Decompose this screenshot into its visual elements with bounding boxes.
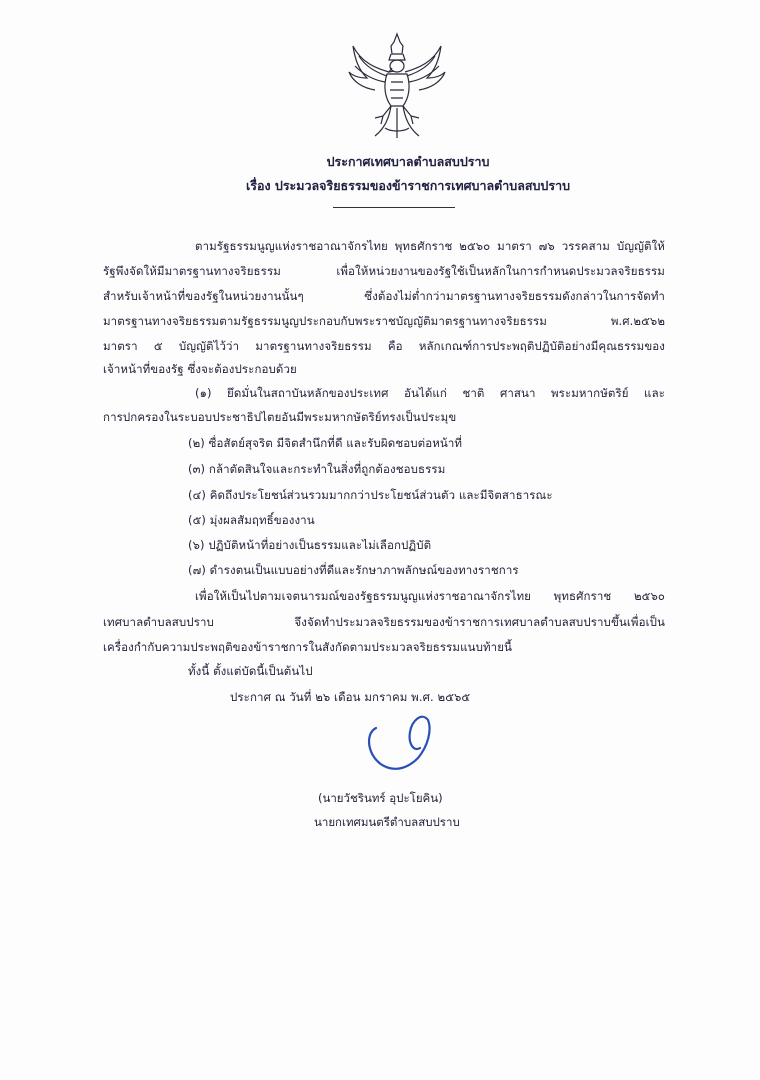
garuda-emblem-icon xyxy=(345,32,449,140)
effective-clause: ทั้งนี้ ตั้งแต่บัดนี้เป็นต้นไป xyxy=(188,664,313,678)
para1-line: สำหรับเจ้าหน้าที่ของรัฐในหน่วยงานนั้นๆ ซึ่งต้องไม่ต่ำกว่ามาตรฐานทางจริยธรรมดังกล่าวในการจัดทำ xyxy=(103,289,665,303)
list-item: (๗) ดำรงตนเป็นแบบอย่างที่ดีและรักษาภาพลักษณ์ของทางราชการ xyxy=(188,563,519,577)
announcement-title: ประกาศเทศบาลตำบลสบปราบ xyxy=(326,154,490,169)
announcement-subject: เรื่อง ประมวลจริยธรรมของข้าราชการเทศบาลตำบลสบปราบ xyxy=(245,178,571,193)
list-item: (๒) ซื่อสัตย์สุจริต มีจิตสำนึกที่ดี และรับผิดชอบต่อหน้าที่ xyxy=(188,436,463,450)
list-item: (๔) คิดถึงประโยชน์ส่วนรวมมากกว่าประโยชน์ส่วนตัว และมีจิตสาธารณะ xyxy=(188,488,553,502)
signatory-name: (นายวัชรินทร์ อุปะโยคิน) xyxy=(318,791,443,805)
para1-line: มาตรา ๕ บัญญัติไว้ว่า มาตรฐานทางจริยธรรม คือ หลักเกณฑ์การประพฤติปฏิบัติอย่างมีคุณธรรมของ xyxy=(103,339,665,353)
handwritten-signature xyxy=(362,708,442,778)
para2-line: เครื่องกำกับความประพฤติของข้าราชการในสังกัดตามประมวลจริยธรรมแนบท้ายนี้ xyxy=(103,640,513,654)
list-item: การปกครองในระบอบประชาธิปไตยอันมีพระมหากษัตริย์ทรงเป็นประมุข xyxy=(103,410,457,424)
signatory-position: นายกเทศมนตรีตำบลสบปราบ xyxy=(314,815,460,829)
para1-line: ตามรัฐธรรมนูญแห่งราชอาณาจักรไทย พุทธศักราช ๒๕๖๐ มาตรา ๗๖ วรรคสาม บัญญัติให้ xyxy=(195,239,665,253)
list-item: (๑) ยึดมั่นในสถาบันหลักของประเทศ อันได้แก่ ชาติ ศาสนา พระมหากษัตริย์ และ xyxy=(195,386,665,400)
para1-line: รัฐพึงจัดให้มีมาตรฐานทางจริยธรรม เพื่อให้หน่วยงานของรัฐใช้เป็นหลักในการกำหนดประมวลจริยธรรม xyxy=(103,264,665,278)
title-divider xyxy=(333,207,455,208)
list-item: (๖) ปฏิบัติหน้าที่อย่างเป็นธรรมและไม่เลือกปฏิบัติ xyxy=(188,538,432,552)
announcement-date: ประกาศ ณ วันที่ ๒๖ เดือน มกราคม พ.ศ. ๒๕๖๕ xyxy=(230,690,471,704)
list-item: (๓) กล้าตัดสินใจและกระทำในสิ่งที่ถูกต้องชอบธรรม xyxy=(188,462,446,476)
para2-line: เทศบาลตำบลสบปราบ จึงจัดทำประมวลจริยธรรมของข้าราชการเทศบาลตำบลสบปราบขึ้นเพื่อเป็น xyxy=(103,615,665,629)
para1-line: เจ้าหน้าที่ของรัฐ ซึ่งจะต้องประกอบด้วย xyxy=(103,362,297,376)
para2-line: เพื่อให้เป็นไปตามเจตนารมณ์ของรัฐธรรมนูญแห่งราชอาณาจักรไทย พุทธศักราช ๒๕๖๐ xyxy=(195,589,665,603)
list-item: (๕) มุ่งผลสัมฤทธิ์ของงาน xyxy=(188,513,315,527)
para1-line: มาตรฐานทางจริยธรรมตามรัฐธรรมนูญประกอบกับพระราชบัญญัติมาตรฐานทางจริยธรรม พ.ศ.๒๕๖๒ xyxy=(103,314,665,328)
